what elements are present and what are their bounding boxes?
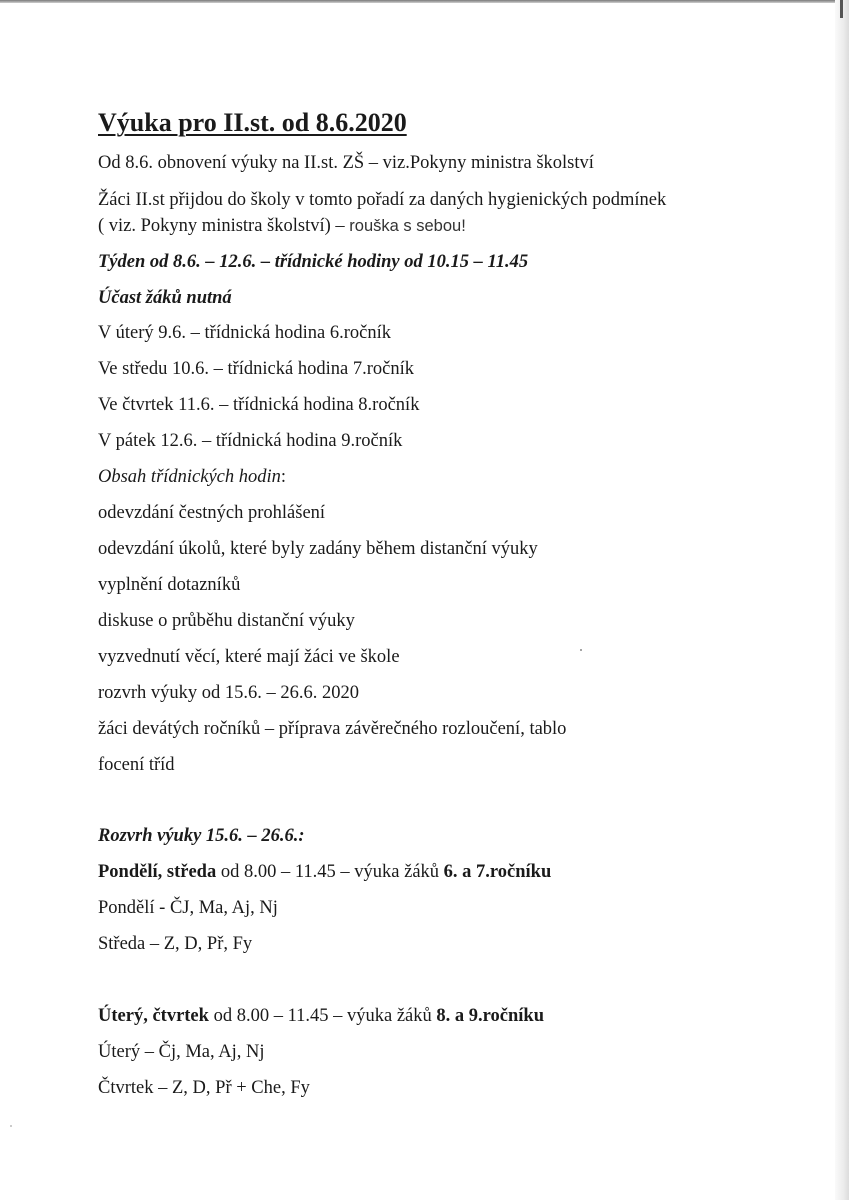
class-hour-item: Ve čtvrtek 11.6. – třídnická hodina 8.ročník: [98, 395, 420, 415]
schedule-heading: Rozvrh výuky 15.6. – 26.6.:: [98, 826, 305, 846]
content-heading: [98, 466, 286, 488]
intro-line-2: Žáci II.st přijdou do školy v tomto pořadí za daných hygienických podmínek: [98, 190, 667, 210]
content-item: odevzdání úkolů, které byly zadány během distanční výuky: [98, 539, 538, 559]
content-item: diskuse o průběhu distanční výuky: [98, 611, 355, 631]
content-item: vyzvednutí věcí, které mají žáci ve škole: [98, 647, 400, 667]
intro-line-1: Od 8.6. obnovení výuky na II.st. ZŠ – viz.Pokyny ministra školství: [98, 153, 594, 173]
content-heading-text: Obsah třídnických hodin: [98, 467, 281, 487]
content-item: žáci devátých ročníků – příprava závěrečného rozloučení, tablo: [98, 719, 567, 739]
block-1-days: Pondělí, středa: [98, 862, 217, 882]
block-1-time: od 8.00 – 11.45 – výuka žáků: [216, 862, 444, 882]
page-title: Výuka pro II.st. od 8.6.2020: [98, 108, 407, 137]
scan-edge-top: [0, 0, 849, 3]
content-item: rozvrh výuky od 15.6. – 26.6. 2020: [98, 683, 360, 703]
scan-edge-right: [835, 0, 849, 1200]
attendance-heading: Účast žáků nutná: [98, 288, 232, 308]
week-heading: Týden od 8.6. – 12.6. – třídnické hodiny od 10.15 – 11.45: [98, 252, 529, 272]
block-1-subjects: Pondělí - ČJ, Ma, Aj, Nj: [98, 898, 278, 918]
scan-speck: [580, 649, 582, 651]
content-item: focení tříd: [98, 755, 175, 775]
intro-line-3: [98, 215, 466, 237]
block-2-time: od 8.00 – 11.45 – výuka žáků: [208, 1006, 437, 1026]
block-1-grades: 6. a 7.ročníku: [443, 862, 552, 882]
content-item: vyplnění dotazníků: [98, 575, 241, 595]
block-2-subjects: Úterý – Čj, Ma, Aj, Nj: [98, 1042, 265, 1062]
scan-mark: [840, 0, 843, 18]
mask-note: rouška s sebou!: [349, 217, 466, 235]
scan-speck: [10, 1125, 12, 1127]
class-hour-item: V úterý 9.6. – třídnická hodina 6.ročník: [98, 323, 392, 343]
block-2-grades: 8. a 9.ročníku: [436, 1006, 544, 1026]
block-1-subjects: Středa – Z, D, Př, Fy: [98, 934, 253, 954]
block-2-subjects: Čtvrtek – Z, D, Př + Che, Fy: [98, 1078, 310, 1098]
class-hour-item: Ve středu 10.6. – třídnická hodina 7.ročník: [98, 359, 414, 379]
class-hour-item: V pátek 12.6. – třídnická hodina 9.ročník: [98, 431, 403, 451]
schedule-block-1-heading: [98, 861, 551, 883]
block-2-days: Úterý, čtvrtek: [98, 1006, 209, 1026]
content-heading-colon: :: [280, 467, 287, 487]
schedule-block-2-heading: [98, 1005, 544, 1027]
content-item: odevzdání čestných prohlášení: [98, 503, 326, 523]
intro-line-3-main: ( viz. Pokyny ministra školství) –: [98, 216, 350, 236]
